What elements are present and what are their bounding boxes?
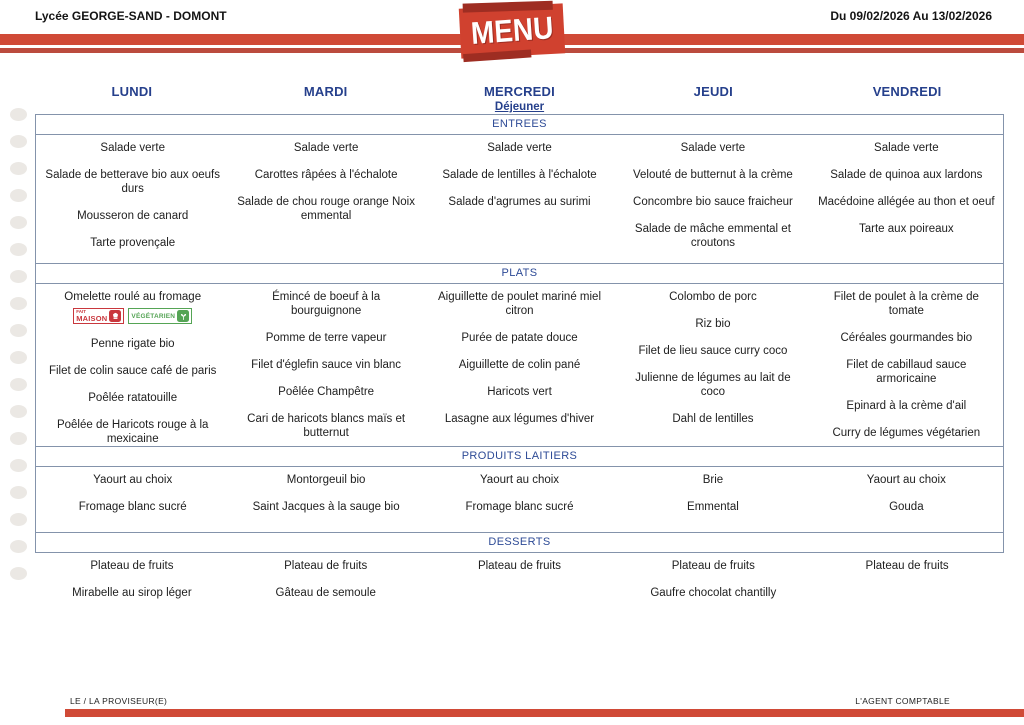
menu-item: Poêlée ratatouille [88, 392, 178, 404]
menu-cell-mardi [229, 467, 422, 514]
menu-item: Filet de colin sauce café de paris [48, 365, 217, 377]
section-grid-plats [36, 284, 1003, 446]
footer-signature-left: LE / LA PROVISEUR(E) [70, 696, 168, 706]
binding-hole-icon [10, 324, 27, 337]
menu-item: Aiguillette de colin pané [458, 359, 581, 371]
menu-item: Poêlée Champêtre [278, 386, 375, 398]
menu-item: Plateau de fruits [284, 560, 368, 572]
menu-cell-mardi [229, 284, 422, 440]
menu-cell-lundi [36, 467, 229, 514]
binding-holes [10, 108, 27, 580]
footer-signature-right: L'AGENT COMPTABLE [855, 696, 950, 706]
binding-hole-icon [10, 216, 27, 229]
menu-item: Montorgeuil bio [286, 474, 366, 486]
menu-cell-mercredi [423, 284, 616, 426]
menu-item: Curry de légumes végétarien [832, 427, 981, 439]
menu-item: Salade verte [487, 142, 552, 154]
day-header-lundi: LUNDI [111, 84, 153, 99]
binding-hole-icon [10, 135, 27, 148]
menu-item: Gaufre chocolat chantilly [650, 587, 777, 599]
menu-item: Riz bio [695, 318, 731, 330]
menu-item: Penne rigate bio [90, 338, 175, 350]
menu-cell-vendredi [810, 467, 1003, 514]
binding-hole-icon [10, 540, 27, 553]
binding-hole-icon [10, 108, 27, 121]
menu-item: Salade de quinoa aux lardons [830, 169, 983, 181]
menu-item: Salade verte [293, 142, 359, 154]
menu-item: Emmental [687, 501, 739, 513]
binding-hole-icon [10, 351, 27, 364]
menu-item: Dahl de lentilles [672, 413, 754, 425]
menu-table [35, 84, 1004, 613]
menu-logo [459, 3, 565, 58]
fait-maison-label-top: FAIT [76, 309, 86, 314]
day-header-vendredi: VENDREDI [872, 84, 942, 99]
menu-cell-jeudi [616, 284, 809, 426]
menu-item: Haricots vert [487, 386, 552, 398]
menu-item: Plateau de fruits [90, 560, 174, 572]
menu-item: Gâteau de semoule [275, 587, 376, 599]
menu-item: Céréales gourmandes bio [840, 332, 973, 344]
menu-item: Carottes râpées à l'échalote [254, 169, 398, 181]
section-title-produits-laitiers: PRODUITS LAITIERS [36, 446, 1003, 467]
vegetarien-label: VÉGÉTARIEN [131, 312, 176, 320]
menu-item: Filet de lieu sauce curry coco [638, 345, 788, 357]
binding-hole-icon [10, 297, 27, 310]
section-grid-produits-laitiers [36, 467, 1003, 532]
menu-item: Yaourt au choix [479, 474, 560, 486]
menu-cell-vendredi [810, 553, 1004, 573]
menu-item: Cari de haricots blancs maïs et butternut [247, 413, 406, 439]
menu-item: Velouté de butternut à la crème [633, 169, 793, 181]
menu-item: Plateau de fruits [477, 560, 562, 572]
section-title-desserts: DESSERTS [36, 532, 1003, 553]
sprout-icon [177, 310, 189, 322]
binding-hole-icon [10, 189, 27, 202]
menu-item: Epinard à la crème d'ail [846, 400, 967, 412]
section-grid-desserts [35, 553, 1004, 613]
menu-item: Salade de chou rouge orange Noix emmental [237, 196, 415, 222]
binding-hole-icon [10, 486, 27, 499]
menu-item: Omelette roulé au fromage [64, 291, 202, 303]
vegetarien-badge [128, 308, 192, 324]
menu-cell-jeudi [616, 135, 809, 250]
menu-cell-mardi [229, 135, 422, 223]
section-title-entrees: ENTREES [36, 115, 1003, 135]
menu-cell-jeudi [616, 553, 810, 600]
menu-item: Mirabelle au sirop léger [72, 587, 192, 599]
fait-maison-label-main: MAISON [76, 313, 108, 323]
menu-item: Salade verte [680, 142, 746, 154]
menu-item: Macédoine allégée au thon et oeuf [818, 196, 995, 208]
menu-item: Purée de patate douce [461, 332, 578, 344]
binding-hole-icon [10, 162, 27, 175]
menu-item: Mousseron de canard [77, 210, 189, 222]
menu-cell-jeudi [616, 467, 809, 514]
chef-hat-icon [109, 310, 121, 322]
menu-cell-vendredi [810, 135, 1003, 236]
menu-item: Concombre bio sauce fraicheur [633, 196, 793, 208]
menu-cell-mercredi [423, 135, 616, 209]
menu-item: Aiguillette de poulet mariné miel citron [438, 291, 602, 317]
meal-badges [73, 308, 192, 324]
menu-item: Émincé de boeuf à la bourguignone [272, 291, 381, 317]
binding-hole-icon [10, 432, 27, 445]
menu-item: Tarte provençale [90, 237, 176, 249]
menu-item: Salade d'agrumes au surimi [448, 196, 591, 208]
menu-item: Plateau de fruits [865, 560, 949, 572]
menu-item: Fromage blanc sucré [465, 501, 574, 513]
footer-stripe [65, 709, 1024, 717]
menu-item: Lasagne aux légumes d'hiver [444, 413, 595, 425]
menu-item: Salade verte [100, 142, 165, 154]
binding-hole-icon [10, 243, 27, 256]
menu-item: Tarte aux poireaux [859, 223, 954, 235]
menu-item: Salade verte [874, 142, 939, 154]
day-header-mardi: MARDI [303, 84, 348, 99]
menu-cell-lundi [36, 135, 229, 250]
menu-cell-mardi [229, 553, 423, 600]
menu-item: Pomme de terre vapeur [265, 332, 387, 344]
fait-maison-label [76, 310, 107, 322]
binding-hole-icon [10, 405, 27, 418]
meal-label: Déjeuner [494, 101, 545, 113]
menu-cell-vendredi [810, 284, 1003, 440]
day-header-row [35, 84, 1004, 99]
menu-item: Filet d'églefin sauce vin blanc [251, 359, 402, 371]
menu-item: Colombo de porc [669, 291, 757, 303]
binding-hole-icon [10, 459, 27, 472]
menu-item: Brie [702, 474, 724, 486]
school-name: Lycée GEORGE-SAND - DOMONT [35, 9, 227, 23]
binding-hole-icon [10, 567, 27, 580]
section-title-plats: PLATS [36, 263, 1003, 284]
menu-item: Yaourt au choix [93, 474, 173, 486]
menu-item: Salade de mâche emmental et croutons [634, 223, 791, 249]
menu-logo-text: MENU [469, 10, 555, 51]
menu-cell-lundi [35, 553, 229, 600]
menu-cell-lundi [36, 284, 229, 446]
menu-item: Poêlée de Haricots rouge à la mexicaine [56, 419, 209, 445]
menu-item: Salade de betterave bio aux oeufs durs [45, 169, 220, 195]
menu-item: Salade de lentilles à l'échalote [442, 169, 597, 181]
section-grid-entrees [36, 135, 1003, 263]
day-header-mercredi: MERCREDI [484, 84, 555, 99]
binding-hole-icon [10, 378, 27, 391]
menu-cell-mercredi [423, 553, 617, 573]
menu-item: Plateau de fruits [671, 560, 755, 572]
date-range: Du 09/02/2026 Au 13/02/2026 [830, 9, 992, 23]
menu-item: Filet de poulet à la crème de tomate [833, 291, 979, 317]
menu-item: Filet de cabillaud sauce armoricaine [846, 359, 967, 385]
binding-hole-icon [10, 513, 27, 526]
day-header-jeudi: JEUDI [693, 84, 733, 99]
binding-hole-icon [10, 270, 27, 283]
table-body [35, 114, 1004, 553]
menu-cell-mercredi [423, 467, 616, 514]
menu-item: Saint Jacques à la sauge bio [252, 501, 400, 513]
menu-item: Gouda [889, 501, 924, 513]
menu-item: Julienne de légumes au lait de coco [635, 372, 791, 398]
menu-item: Yaourt au choix [866, 474, 946, 486]
menu-item: Fromage blanc sucré [78, 501, 187, 513]
fait-maison-badge [73, 308, 124, 324]
